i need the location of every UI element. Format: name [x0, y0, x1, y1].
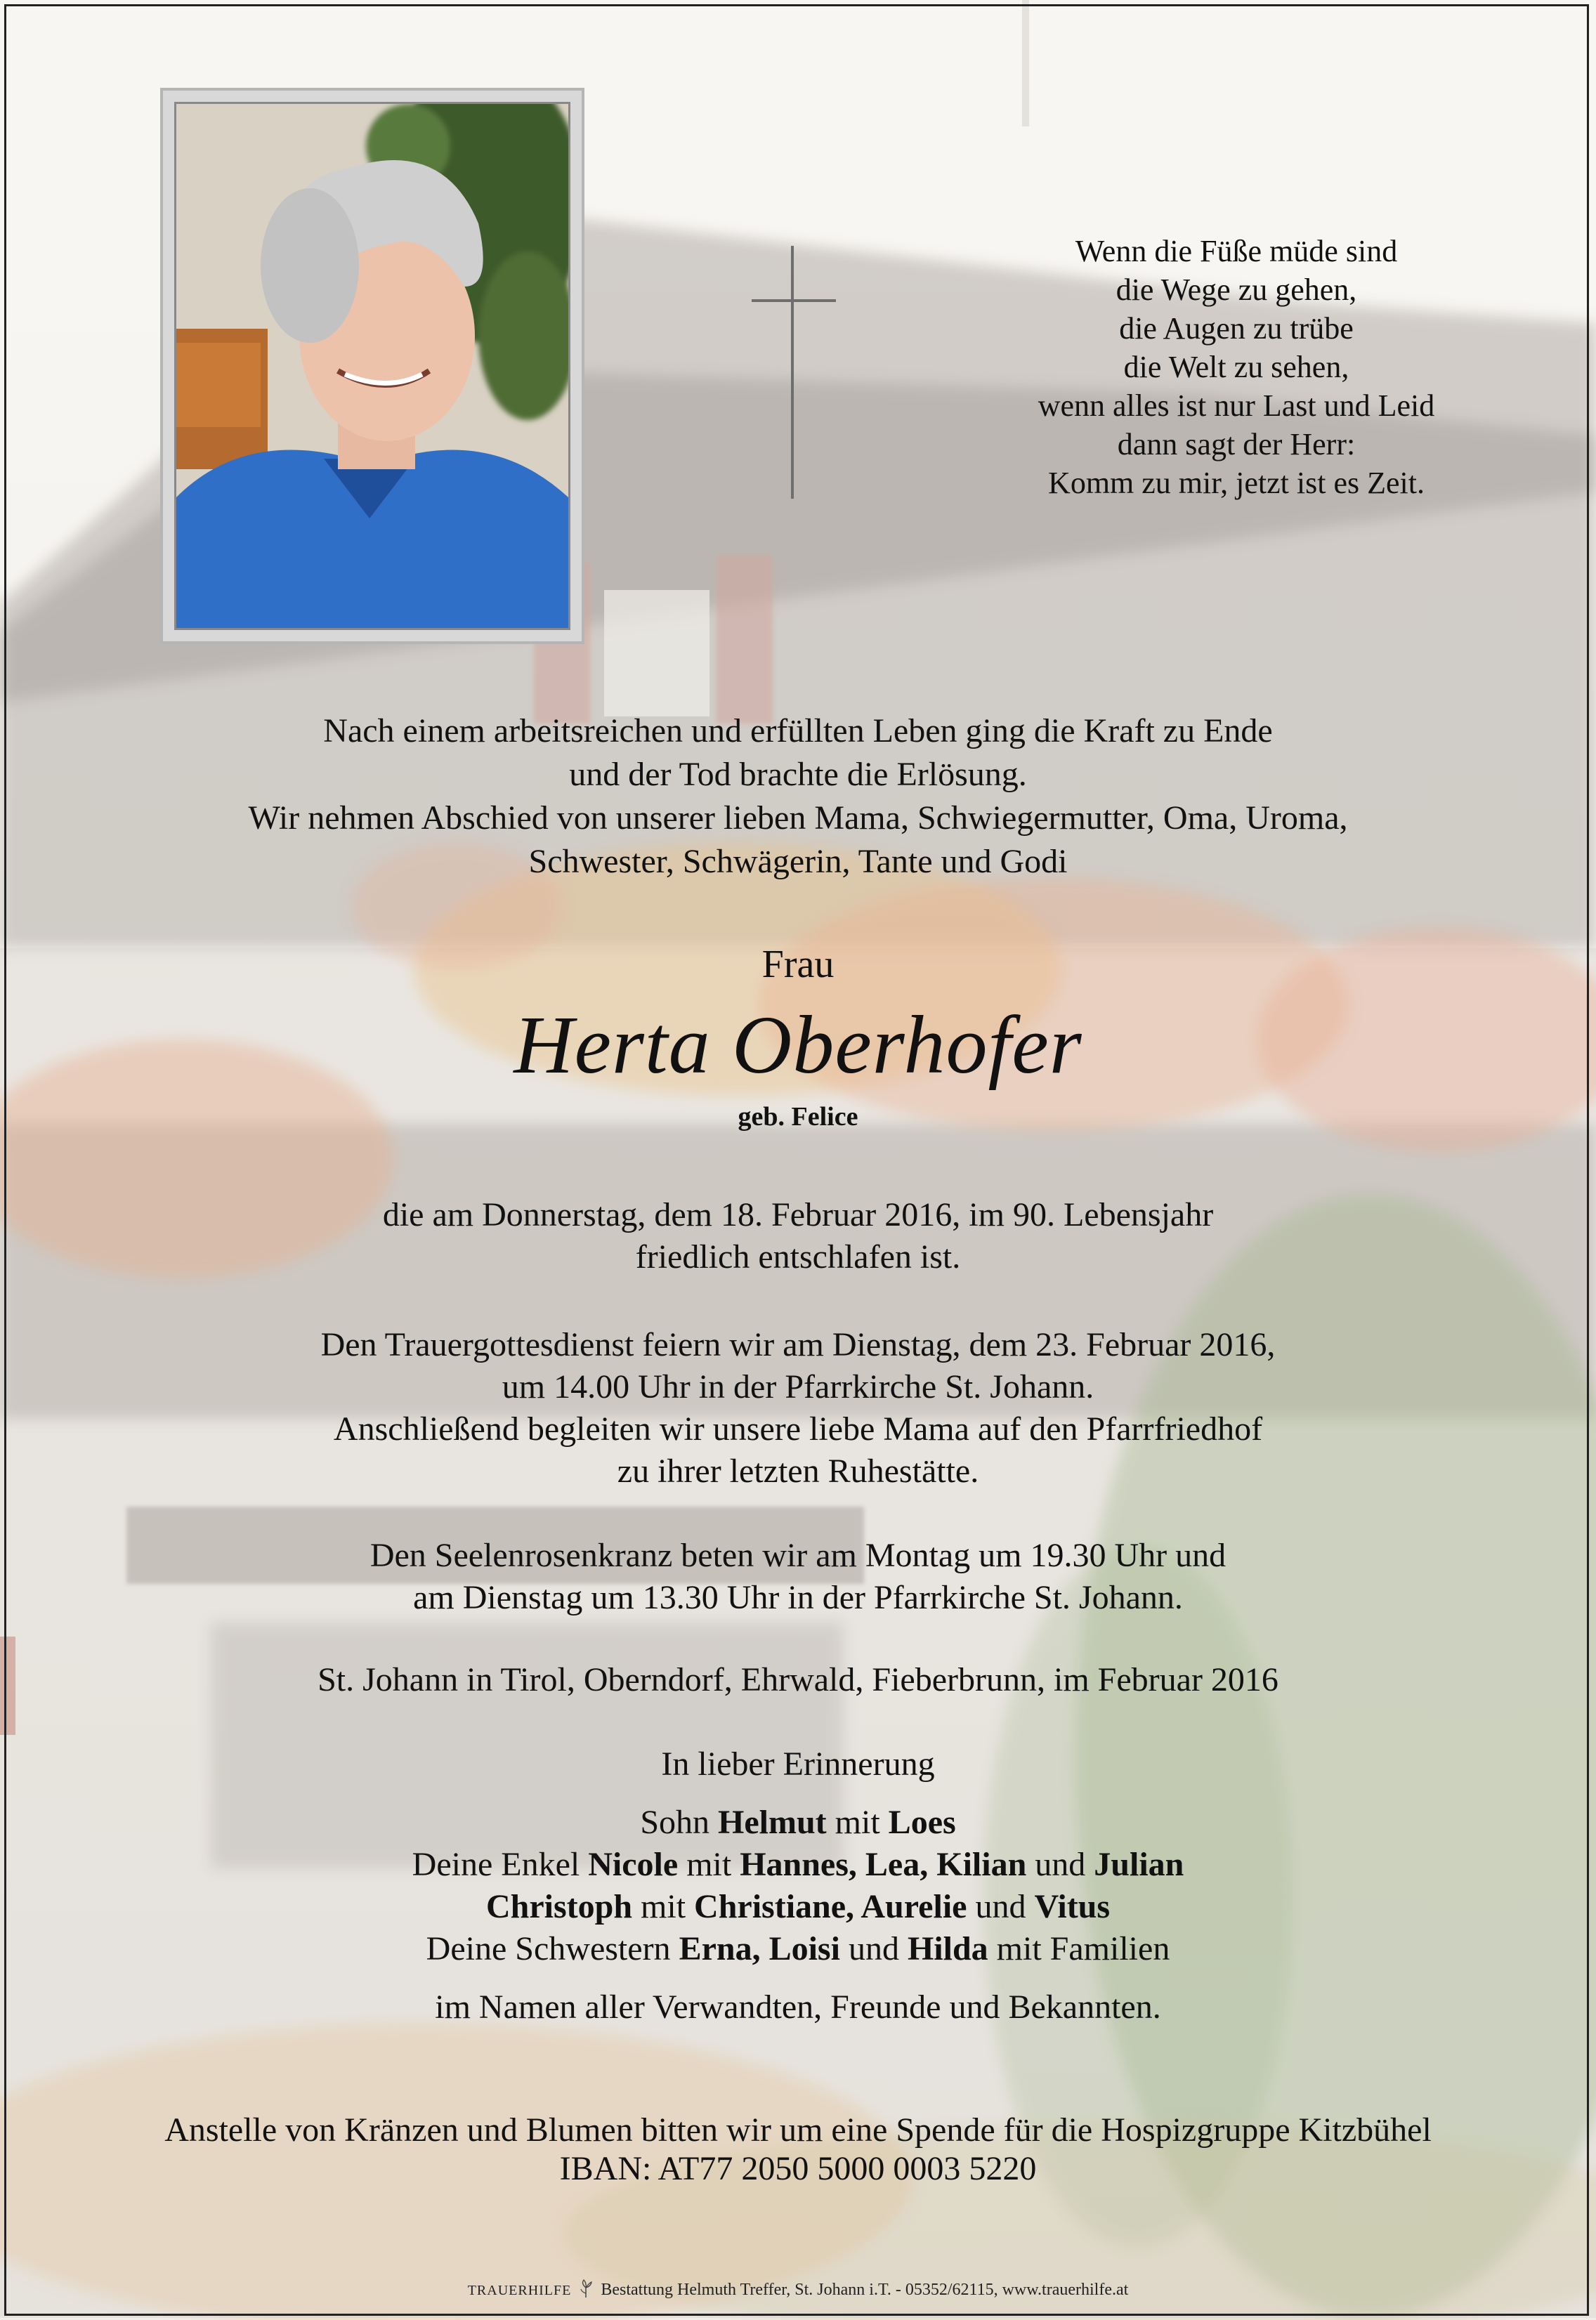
family-list	[0, 1802, 1596, 1970]
portrait-frame	[160, 88, 584, 644]
rosary-line: am Dienstag um 13.30 Uhr in der Pfarrkirche St. Johann.	[413, 1579, 1183, 1616]
family-line: Sohn Helmut mit Loes	[640, 1804, 956, 1841]
footer	[0, 2279, 1596, 2301]
service-line: zu ihrer letzten Ruhestätte.	[617, 1453, 979, 1490]
place-date: St. Johann in Tirol, Oberndorf, Ehrwald, Fieberbrunn, im Februar 2016	[318, 1661, 1278, 1698]
family-line: Christoph mit Christiane, Aurelie und Vitus	[485, 1888, 1111, 1925]
rosary-notice	[0, 1535, 1596, 1619]
birth-name: geb. Felice	[738, 1102, 858, 1132]
intro-line: und der Tod brachte die Erlösung.	[569, 756, 1027, 793]
iban-line: IBAN: AT77 2050 5000 0003 5220	[559, 2150, 1037, 2187]
death-notice	[0, 1194, 1596, 1278]
memory-heading: In lieber Erinnerung	[661, 1745, 935, 1783]
death-line: die am Donnerstag, dem 18. Februar 2016, im 90. Lebensjahr	[382, 1196, 1214, 1233]
poem	[955, 232, 1517, 502]
death-line: friedlich entschlafen ist.	[635, 1238, 961, 1276]
salutation: Frau	[761, 943, 835, 986]
poem-line: wenn alles ist nur Last und Leid	[1038, 388, 1435, 423]
footer-brand: TRAUERHILFE	[467, 2283, 572, 2298]
funeral-service	[0, 1324, 1596, 1493]
intro-line: Nach einem arbeitsreichen und erfüllten Leben ging die Kraft zu Ende	[323, 712, 1273, 749]
poem-line: Wenn die Füße müde sind	[1075, 234, 1398, 268]
intro-line: Schwester, Schwägerin, Tante und Godi	[528, 843, 1068, 880]
closing-line: im Namen aller Verwandten, Freunde und Bekannten.	[435, 1988, 1161, 2026]
cross-icon	[752, 246, 836, 499]
service-line: um 14.00 Uhr in der Pfarrkirche St. Johann.	[502, 1368, 1094, 1405]
portrait-photo	[176, 104, 568, 628]
poem-line: dann sagt der Herr:	[1117, 427, 1356, 461]
service-line: Den Trauergottesdienst feiern wir am Dienstag, dem 23. Februar 2016,	[320, 1326, 1276, 1363]
poem-line: die Augen zu trübe	[1119, 311, 1354, 346]
donation-line: Anstelle von Kränzen und Blumen bitten wir um eine Spende für die Hospizgruppe Kitzbühel	[164, 2111, 1432, 2149]
service-line: Anschließend begleiten wir unsere liebe Mama auf den Pfarrfriedhof	[333, 1410, 1263, 1448]
flower-logo-icon	[578, 2279, 594, 2299]
intro-text	[0, 709, 1596, 884]
poem-line: Komm zu mir, jetzt ist es Zeit.	[1048, 466, 1425, 500]
rosary-line: Den Seelenrosenkranz beten wir am Montag um 19.30 Uhr und	[369, 1537, 1227, 1574]
donation-notice	[0, 2111, 1596, 2188]
footer-text: Bestattung Helmuth Treffer, St. Johann i.T. - 05352/62115, www.trauerhilfe.at	[601, 2281, 1129, 2299]
family-line: Deine Schwestern Erna, Loisi und Hilda mit Familien	[426, 1930, 1170, 1967]
poem-line: die Welt zu sehen,	[1123, 350, 1349, 384]
poem-line: die Wege zu gehen,	[1116, 273, 1357, 307]
family-line: Deine Enkel Nicole mit Hannes, Lea, Kilian und Julian	[412, 1846, 1184, 1883]
deceased-name: Herta Oberhofer	[514, 999, 1082, 1091]
intro-line: Wir nehmen Abschied von unserer lieben Mama, Schwiegermutter, Oma, Uroma,	[248, 799, 1348, 837]
